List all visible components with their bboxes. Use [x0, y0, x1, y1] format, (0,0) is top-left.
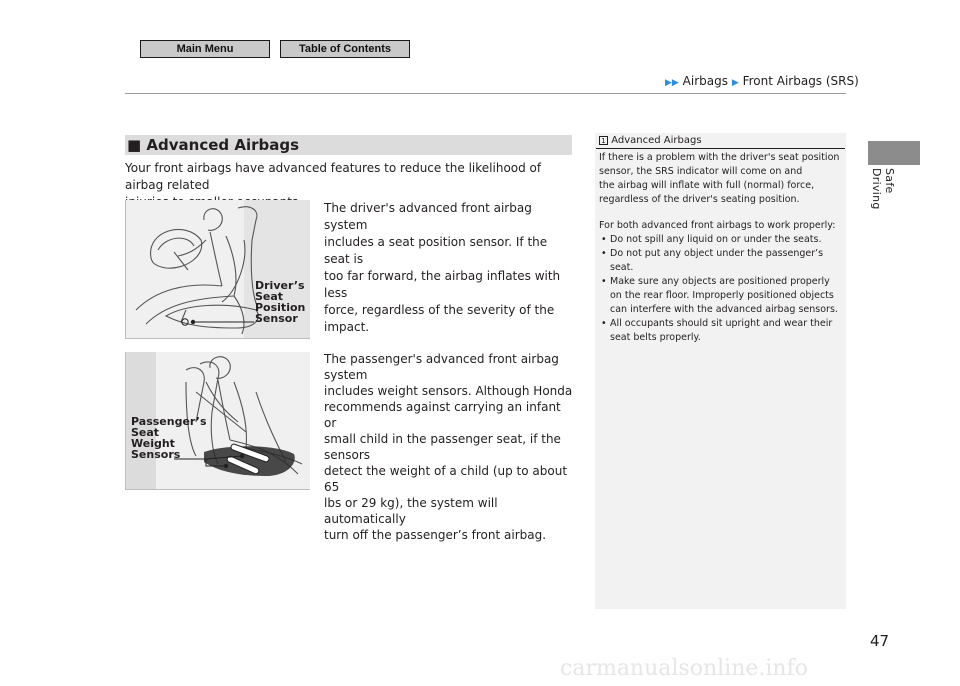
- text-line: force, regardless of the severity of the impact.: [324, 303, 555, 334]
- text-line: includes weight sensors. Although Honda: [324, 384, 573, 398]
- callout-line: Seat: [131, 426, 160, 439]
- text-line: If there is a problem with the driver's seat position: [599, 152, 840, 163]
- main-menu-button[interactable]: Main Menu: [140, 40, 270, 58]
- table-of-contents-button[interactable]: Table of Contents: [280, 40, 410, 58]
- text-line: the airbag will inflate with full (normal) force,: [599, 180, 815, 191]
- note-paragraph: [599, 151, 841, 207]
- text-line: Do not spill any liquid on or under the seats.: [610, 234, 822, 245]
- callout-line: Passenger’s: [131, 415, 207, 428]
- list-item: [599, 247, 841, 275]
- callout-line: Driver’s: [255, 279, 305, 292]
- callout-line: Sensors: [131, 448, 181, 461]
- chapter-tab-label: Safe Driving: [870, 168, 896, 210]
- callout-line: Position: [255, 301, 306, 314]
- text-line: lbs or 29 kg), the system will automatically: [324, 496, 498, 526]
- list-item: [599, 233, 841, 247]
- list-item: [599, 317, 841, 345]
- callout-line: Sensor: [255, 312, 298, 325]
- breadcrumb: [665, 74, 859, 88]
- driver-sensor-paragraph: [324, 200, 574, 336]
- page-number: 47: [870, 632, 890, 650]
- text-line: small child in the passenger seat, if the sensors: [324, 432, 561, 462]
- text-line: can interfere with the advanced airbag sensors.: [610, 304, 838, 315]
- chapter-tab[interactable]: [868, 141, 920, 165]
- breadcrumb-item-airbags[interactable]: Airbags: [682, 74, 728, 88]
- text-line: sensor, the SRS indicator will come on and: [599, 166, 803, 177]
- note-title: [599, 135, 702, 146]
- text-line: recommends against carrying an infant or: [324, 400, 561, 430]
- breadcrumb-item-front-airbags[interactable]: Front Airbags (SRS): [742, 74, 859, 88]
- text-line: seat belts properly.: [610, 332, 701, 343]
- passenger-weight-sensor-callout: [131, 416, 207, 460]
- text-line: turn off the passenger’s front airbag.: [324, 528, 547, 542]
- text-line: detect the weight of a child (up to about 65: [324, 464, 568, 494]
- breadcrumb-arrow-icon: ▶▶: [665, 78, 679, 88]
- note-icon: 1: [599, 136, 608, 145]
- intro-line: Your front airbags have advanced features to reduce the likelihood of airbag related: [125, 161, 542, 192]
- list-item: [599, 275, 841, 317]
- text-line: includes a seat position sensor. If the seat is: [324, 235, 548, 266]
- text-line: seat.: [610, 262, 634, 273]
- text-line: Do not put any object under the passenger’s: [610, 248, 824, 259]
- section-heading-marker: ■: [127, 136, 142, 154]
- text-line: The passenger's advanced front airbag system: [324, 352, 559, 382]
- text-line: Make sure any objects are positioned properly: [610, 276, 830, 287]
- callout-line: Weight: [131, 437, 175, 450]
- header-divider: [125, 93, 846, 94]
- note-body: [599, 151, 841, 345]
- text-line: All occupants should sit upright and wear their: [610, 318, 833, 329]
- callout-line: Seat: [255, 290, 284, 303]
- breadcrumb-arrow-icon: ▶: [731, 78, 739, 88]
- passenger-sensor-paragraph: [324, 351, 576, 543]
- text-line: regardless of the driver's seating position.: [599, 194, 800, 205]
- text-line: The driver's advanced front airbag system: [324, 201, 532, 232]
- text-line: too far forward, the airbag inflates with less: [324, 269, 561, 300]
- section-heading: [125, 135, 572, 155]
- watermark: carmanualsonline.info: [560, 656, 808, 681]
- driver-seat-sensor-callout: [255, 280, 305, 324]
- note-bullet-list: [599, 233, 841, 345]
- note-paragraph: For both advanced front airbags to work properly:: [599, 220, 836, 231]
- note-divider: [596, 148, 845, 149]
- text-line: on the rear floor. Improperly positioned objects: [610, 290, 834, 301]
- section-heading-text: Advanced Airbags: [146, 136, 300, 154]
- note-title-text: Advanced Airbags: [611, 135, 702, 146]
